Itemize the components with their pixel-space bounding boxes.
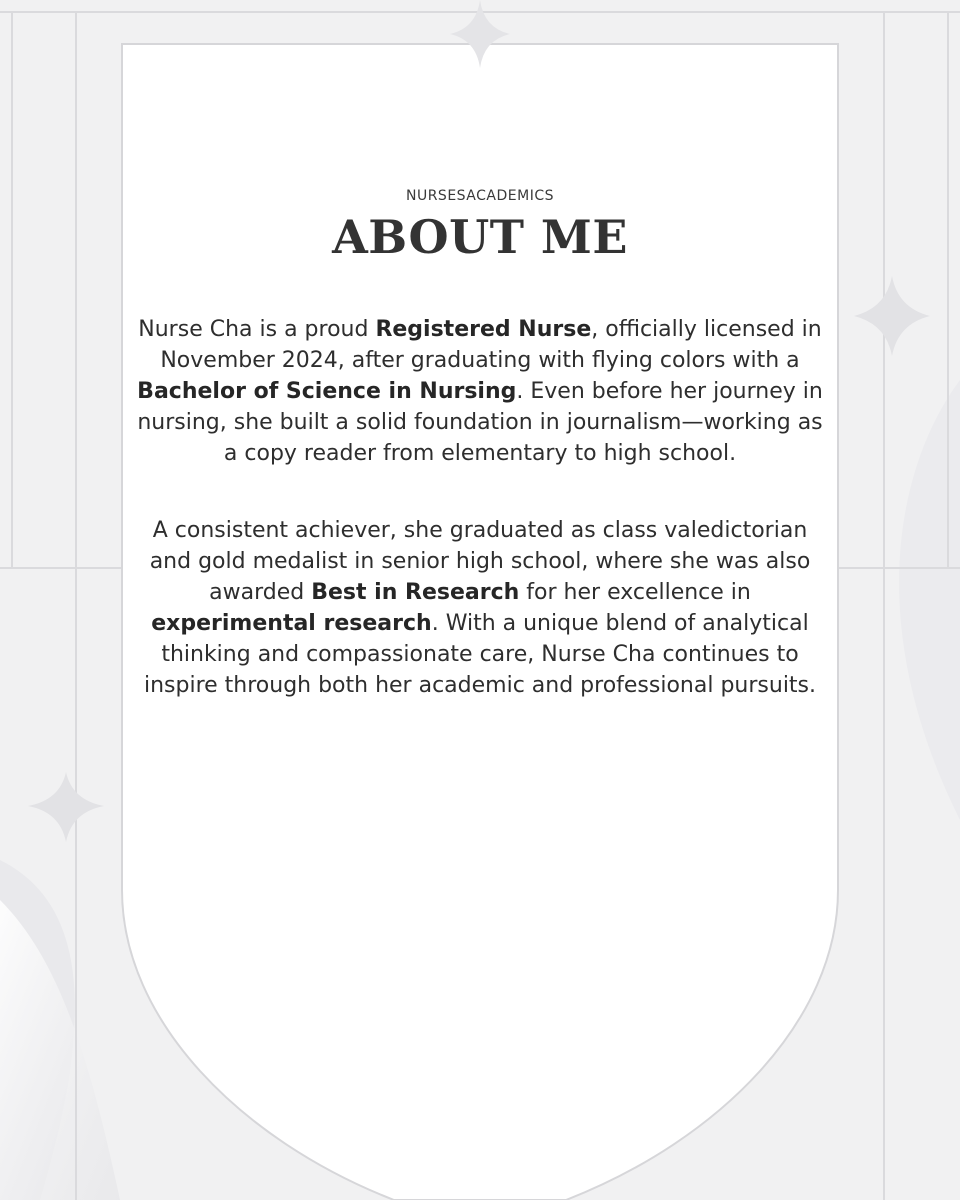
sparkle-icon [854,276,930,356]
bio-highlight: Bachelor of Science in Nursing [137,379,517,404]
bio-text: , officially licensed in November 2024, after graduating with flying colors with a [160,317,822,373]
bio-highlight: Registered Nurse [375,317,592,342]
bio-text: Nurse Cha is a proud [138,317,376,342]
bio-highlight: experimental research [151,611,432,636]
bio-text: . Even before her journey in nursing, she built a solid foundation in journalism—working as a copy reader from elementary to high school. [137,379,823,466]
sparkle-icon [28,772,104,842]
bio-paragraph-2 [130,515,830,701]
page-title: ABOUT ME [332,210,628,264]
background-wave-right [899,380,960,820]
bio-text: . With a unique blend of analytical thinking and compassionate care, Nurse Cha continues to inspire through both her academic and professional pursuits. [143,611,817,698]
bio-text: A consistent achiever, she graduated as class valedictorian and gold medalist in senior high school, where she was also awarded [149,518,811,605]
bio-paragraph-1 [130,314,830,469]
bio-highlight: Best in Research [311,580,520,605]
about-content [130,186,830,701]
brand-label: NURSESACADEMICS [405,188,554,204]
bio-text: for her excellence in [519,580,751,605]
